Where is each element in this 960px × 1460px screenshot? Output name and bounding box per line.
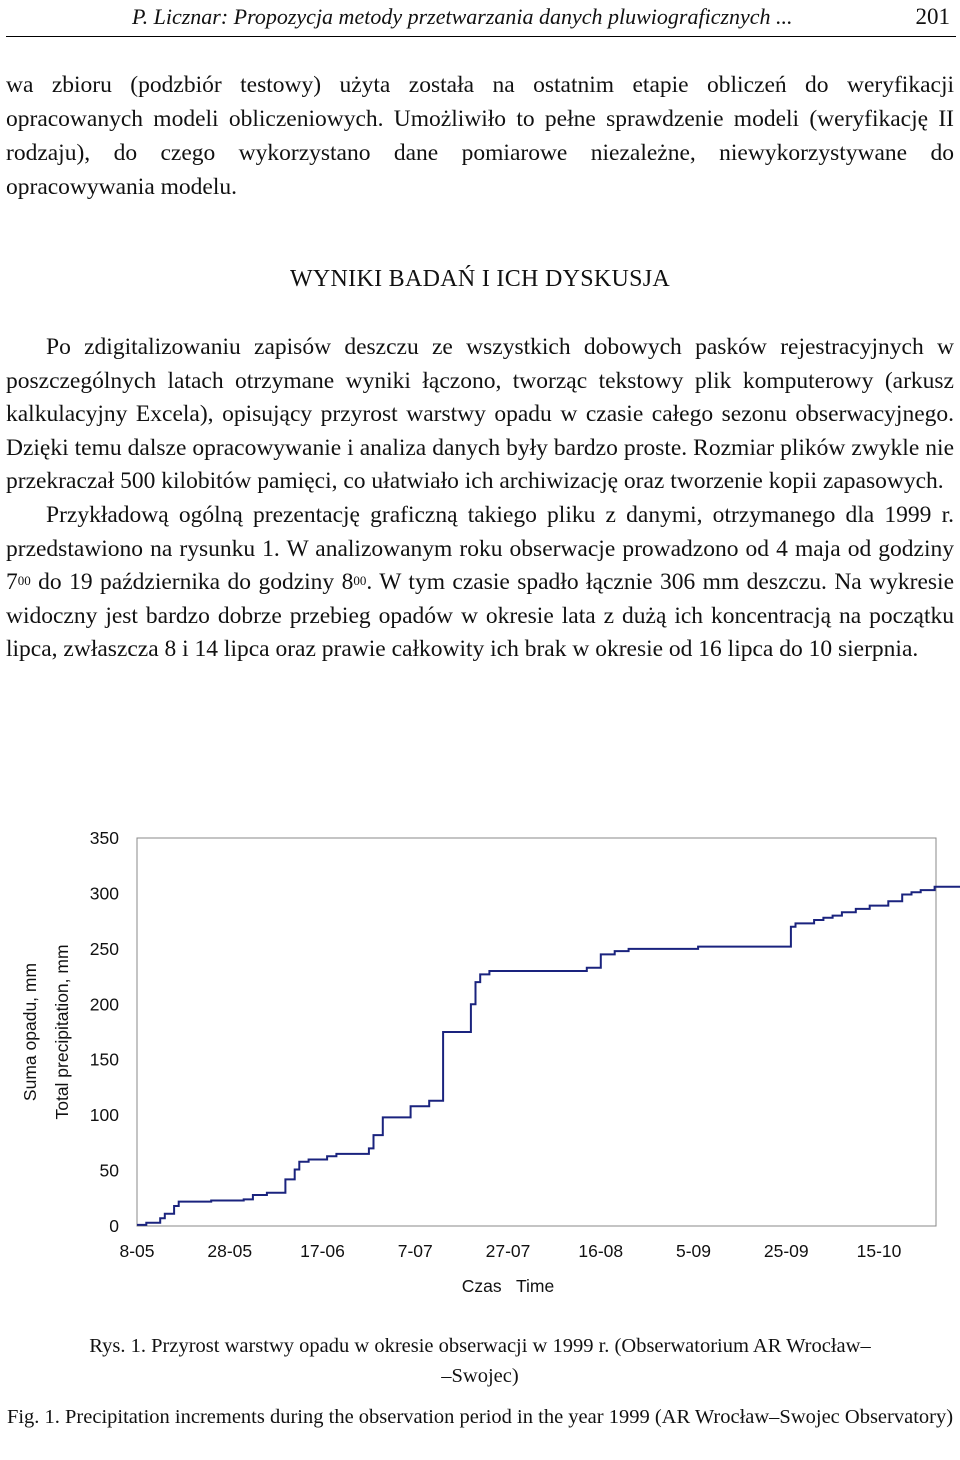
x-tick-label: 28-05 <box>207 1241 253 1261</box>
page-number: 201 <box>915 4 950 29</box>
plot-frame <box>137 838 936 1226</box>
y-tick-label: 0 <box>109 1216 119 1236</box>
figure-caption-en <box>0 1402 960 1432</box>
y-axis-title-en: Total precipitation, mm <box>52 944 72 1120</box>
figure-caption-pl-text: Rys. 1. Przyrost warstwy opadu w okresie obserwacji w 1999 r. (Obserwatorium AR Wrocław– –Swojec) <box>89 1335 871 1387</box>
x-tick-label: 25-09 <box>763 1241 809 1261</box>
x-tick-label: 8-05 <box>119 1241 155 1261</box>
paragraph-1: wa zbioru (podzbiór testowy) użyta została na ostatnim etapie obliczeń do weryfikacji opracowanych modeli obliczeniowych. Umożliwiło to pełne sprawdzenie modeli (weryfikację II rodzaju), do czego wykorzystano dane pomiarowe niezależne, niewykorzystywane do opracowywania modelu. <box>6 72 954 200</box>
y-tick-label: 300 <box>89 883 119 904</box>
x-tick-label: 17-06 <box>300 1241 345 1261</box>
paragraph-3-part-b: do 19 października do godziny 8 <box>30 569 354 596</box>
y-axis-labels <box>90 828 119 1236</box>
page-header <box>6 2 956 37</box>
paragraph-2-block <box>6 331 954 667</box>
x-tick-label: 7-07 <box>397 1241 433 1261</box>
paragraph-3-part-c: . W tym czasie spadło łącznie 306 mm deszczu. Na wykresie widoczny jest bardzo dobrze przebieg opadów w okresie lata z dużą ich koncentracją na początku lipca, zwłaszcza 8 i 14 lipca oraz prawie całkowity ich brak w okresie od 16 lipca do 10 sierpnia. <box>6 569 954 663</box>
series-line-cumulative-precip <box>137 887 960 1225</box>
figure-chart <box>0 820 960 1320</box>
superscript-2: 00 <box>353 573 367 589</box>
precipitation-chart <box>0 820 960 1320</box>
figure-caption-en-text: Fig. 1. Precipitation increments during the observation period in the year 1999 (AR Wrocław–Swojec Observatory) <box>6 1406 954 1428</box>
x-tick-label: 16-08 <box>578 1241 624 1261</box>
y-tick-label: 100 <box>89 1105 119 1126</box>
x-axis-labels <box>119 1241 901 1261</box>
y-tick-label: 250 <box>89 938 119 959</box>
figure-caption-pl <box>20 1331 940 1391</box>
superscript-1: 00 <box>17 573 31 589</box>
y-tick-label: 350 <box>89 828 119 848</box>
y-axis-title-pl: Suma opadu, mm <box>20 962 40 1102</box>
x-tick-label: 15-10 <box>856 1241 902 1261</box>
y-tick-label: 200 <box>89 994 119 1015</box>
running-title: P. Licznar: Propozycja metody przetwarzania danych pluwiograficznych ... <box>132 4 793 29</box>
y-tick-label: 150 <box>89 1049 119 1070</box>
x-tick-label: 27-07 <box>485 1241 531 1261</box>
x-tick-label: 5-09 <box>675 1241 712 1261</box>
section-heading: WYNIKI BADAŃ I ICH DYSKUSJA <box>289 266 671 292</box>
paragraph-3-part-a: Przykładową ogólną prezentację graficzną takiego pliku z danymi, otrzymanego dla 1999 r. przedstawiono na rysunku 1. W analizowanym roku obserwacje prowadzono od 4 maja od godziny 7 <box>6 501 954 596</box>
paragraph-2: Po zdigitalizowaniu zapisów deszczu ze wszystkich dobowych pasków rejestracyjnych w poszczególnych latach otrzymane wyniki łączono, tworząc tekstowy plik komputerowy (arkusz kalkulacyjny Excela), opisujący przyrost warstwy opadu w czasie całego sezonu obserwacyjnego. Dzięki temu dalsze opracowywanie i analiza danych były bardzo proste. Rozmiar plików zwykle nie przekraczał 500 kilobitów pamięci, co ułatwiało ich archiwizację oraz tworzenie kopii zapasowych. <box>6 334 954 495</box>
y-tick-label: 50 <box>99 1160 119 1181</box>
x-axis-title: Czas Time <box>461 1276 555 1296</box>
